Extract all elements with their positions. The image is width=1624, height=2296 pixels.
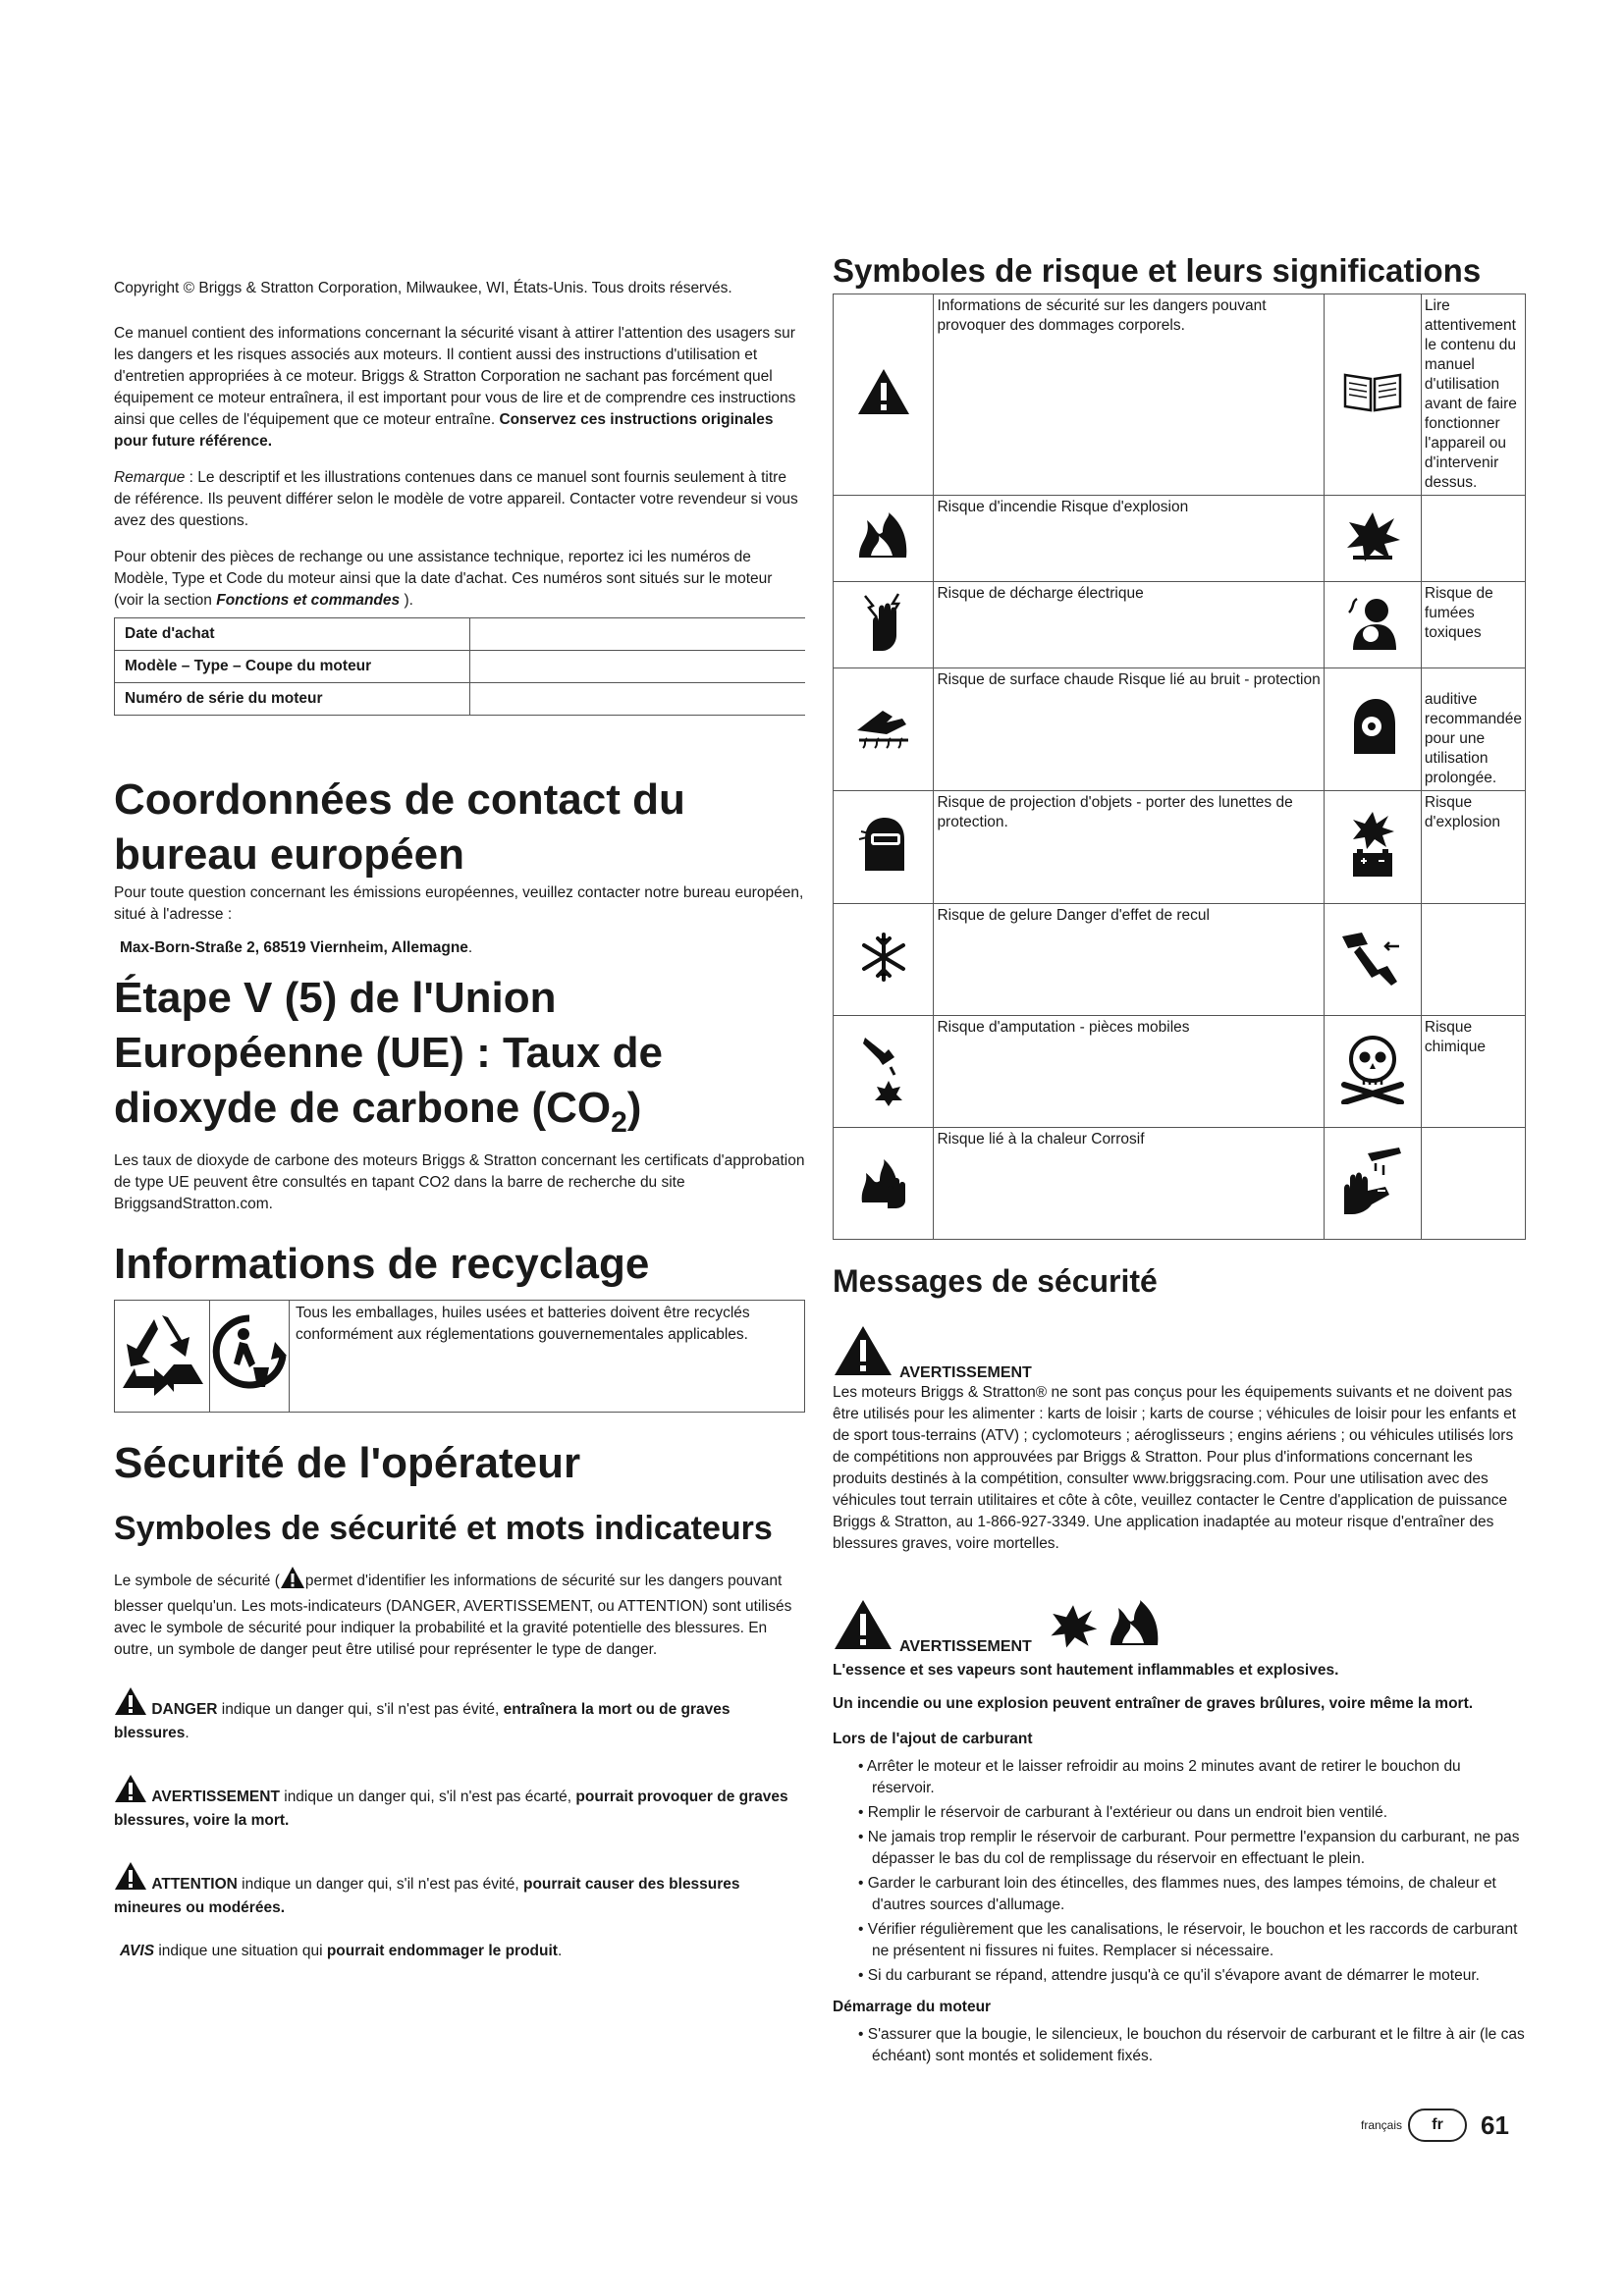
purchase-date-value[interactable]: [470, 618, 806, 651]
recycle-text: Tous les emballages, huiles usées et batteries doivent être recyclés conformément aux réglementations gouvernementales applicables.: [296, 1304, 750, 1343]
notice-definition: AVIS indique une situation qui pourrait endommager le produit.: [120, 1942, 563, 1959]
heat-icon: [834, 1128, 934, 1240]
table-row: Risque d'amputation - pièces mobiles Risque chimique: [834, 1016, 1526, 1128]
contact-text: Pour toute question concernant les émissions européennes, veuillez contacter notre bureau européen, situé à l'adresse :: [114, 884, 804, 923]
serial-number-value[interactable]: [470, 683, 806, 716]
list-item: • Vérifier régulièrement que les canalisations, le réservoir, le bouchon et les raccords de carburant ne présentent ni fissures ni fuites. Remplacer si nécessaire.: [833, 1919, 1526, 1962]
operator-heading: Sécurité de l'opérateur: [114, 1438, 581, 1487]
language-badge: fr: [1408, 2109, 1467, 2142]
table-row: Numéro de série du moteur: [115, 683, 806, 716]
table-row: Date d'achat: [115, 618, 806, 651]
intro-bold: Conservez ces instructions originales pour future référence.: [114, 411, 774, 450]
skull-crossbones-icon: [1324, 1016, 1421, 1128]
warning-header: [833, 1596, 1526, 1656]
kickback-icon: [1324, 904, 1421, 1016]
safety-alert-icon: [834, 294, 934, 496]
model-type-value[interactable]: [470, 651, 806, 683]
list-item: • Si du carburant se répand, attendre jusqu'à ce qu'il s'évapore avant de démarrer le moteur.: [833, 1965, 1526, 1987]
safety-messages-heading: Messages de sécurité: [833, 1263, 1158, 1299]
electric-shock-icon: [834, 582, 934, 668]
engine-start-list: [833, 2024, 1526, 2067]
contact-heading: Coordonnées de contact du bureau européen: [114, 775, 685, 879]
table-row: Risque de projection d'objets - porter des lunettes de protection. Risque d'explosion: [834, 791, 1526, 904]
fire-icon: [1105, 1596, 1165, 1656]
caution-definition: ATTENTION indique un danger qui, s'il n'est pas évité, pourrait causer des blessures mineures ou modérées.: [114, 1861, 805, 1919]
warning-word: AVERTISSEMENT: [899, 1638, 1032, 1655]
contact-address: Max-Born-Straße 2, 68519 Viernheim, Allemagne.: [120, 939, 473, 956]
battery-explosion-icon: [1324, 791, 1421, 904]
explosion-icon: [1324, 496, 1421, 582]
refuel-heading: Lors de l'ajout de carburant: [833, 1731, 1033, 1747]
table-row: Risque de gelure Danger d'effet de recul: [834, 904, 1526, 1016]
safety-symbol-text: Le symbole de sécurité ( permet d'identifier les informations de sécurité sur les dangers pouvant blesser quelqu'un. Les mots-indicateurs (DANGER, AVERTISSEMENT, ou ATTENTION) sont utilisés avec le symbole de sécurité pour indiquer la probabilité et la gravité potentielle des blessures. En outre, un symbole de danger peut être utilisé pour représenter le type de danger.: [114, 1566, 805, 1661]
fire-icon: [834, 496, 934, 582]
vehicles-warning-text: Les moteurs Briggs & Stratton® ne sont pas conçus pour les équipements suivants et ne doivent pas être utilisés pour les alimenter : karts de loisir ; karts de course ; véhicules de loisir pour les enfants et de sport tous-terrains (ATV) ; cyclomoteurs ; aéroglisseurs ; engins aériens ; ou véhicules utilisés lors de compétitions non approuvées par Briggs & Stratton. Pour plus d'informations concernant les produits destinés à la compétition, consulter www.briggsracing.com. Pour une utilisation avec des véhicules tout terrain utilitaires et côte à côte, veuillez contacter le Centre d'application de puissance Briggs & Stratton, au 1-866-927-3349. Une application inadaptée au moteur risque d'entraîner des blessures graves, voire mortelles.: [833, 1384, 1517, 1552]
copyright-text: Copyright © Briggs & Stratton Corporation, Milwaukee, WI, États-Unis. Tous droits réservés.: [114, 280, 732, 296]
engine-start-heading: Démarrage du moteur: [833, 1999, 992, 2015]
table-row: Informations de sécurité sur les dangers pouvant provoquer des dommages corporels. Lire attentivement le contenu du manuel d'utilisation avant de faire fonctionner l'appareil ou d'intervenir dessus.: [834, 294, 1526, 496]
parts-paragraph: Pour obtenir des pièces de rechange ou une assistance technique, reportez ici les numéros de Modèle, Type et Code du moteur ainsi que la date d'achat. Ces numéros sont situés sur le moteur (voir la section Fonctions et commandes ).: [114, 549, 773, 609]
features-link[interactable]: Fonctions et commandes: [216, 592, 401, 609]
corrosive-icon: [1324, 1128, 1421, 1240]
explosion-icon: [1048, 1600, 1099, 1656]
list-item: • Garder le carburant loin des étincelles, des flammes nues, des lampes témoins, de chaleur et d'autres sources d'allumage.: [833, 1873, 1526, 1916]
table-row: Risque de surface chaude Risque lié au bruit - protection auditive recommandée pour une utilisation prolongée.: [834, 668, 1526, 791]
signal-words-heading: Symboles de sécurité et mots indicateurs: [114, 1509, 773, 1547]
hearing-protection-icon: [1324, 668, 1421, 791]
remark-label: Remarque: [114, 469, 186, 486]
fuel-warning-bold-2: Un incendie ou une explosion peuvent entraîner de graves brûlures, voire même la mort.: [833, 1695, 1474, 1712]
recycle-heading: Informations de recyclage: [114, 1239, 650, 1288]
page-footer: [1361, 2109, 1509, 2142]
table-row: Risque d'incendie Risque d'explosion: [834, 496, 1526, 582]
left-column: [114, 278, 805, 1962]
right-column: [833, 249, 1526, 2070]
table-row: Modèle – Type – Coupe du moteur: [115, 651, 806, 683]
intro-block: [114, 278, 805, 612]
risk-symbols-table: [833, 294, 1526, 1240]
engine-info-table: [114, 617, 805, 716]
list-item: • Ne jamais trop remplir le réservoir de carburant. Pour permettre l'expansion du carburant, ne pas dépasser le bas du col de remplissage du réservoir en effectuant le plein.: [833, 1827, 1526, 1870]
list-item: • Remplir le réservoir de carburant à l'extérieur ou dans un endroit bien ventilé.: [833, 1802, 1526, 1824]
risk-symbols-heading: Symboles de risque et leurs significations: [833, 252, 1482, 289]
toxic-fumes-icon: [1324, 582, 1421, 668]
eye-protection-icon: [834, 791, 934, 904]
warning-triangle-icon: [114, 1774, 147, 1810]
language-label: français: [1361, 2118, 1403, 2132]
frostbite-icon: [834, 904, 934, 1016]
warning-definition: AVERTISSEMENT indique un danger qui, s'il n'est pas écarté, pourrait provoquer de graves blessures, voire la mort.: [114, 1774, 805, 1832]
warning-triangle-icon: [833, 1324, 893, 1382]
danger-definition: DANGER indique un danger qui, s'il n'est pas évité, entraînera la mort ou de graves blessures.: [114, 1686, 805, 1744]
warning-triangle-icon: [114, 1686, 147, 1723]
tidyman-icon: [210, 1301, 290, 1412]
amputation-icon: [834, 1016, 934, 1128]
safety-alert-icon: [280, 1566, 305, 1596]
warning-word: AVERTISSEMENT: [899, 1364, 1032, 1381]
list-item: • Arrêter le moteur et le laisser refroidir au moins 2 minutes avant de retirer le bouchon du réservoir.: [833, 1756, 1526, 1799]
remark-paragraph: Remarque : Le descriptif et les illustrations contenues dans ce manuel sont fournis seulement à titre de référence. Ils peuvent différer selon le modèle de votre appareil. Contacter votre revendeur si vous avez des questions.: [114, 469, 798, 529]
warning-triangle-icon: [833, 1598, 893, 1656]
intro-paragraph: Ce manuel contient des informations concernant la sécurité visant à attirer l'attention des usagers sur les dangers et les risques associés aux moteurs. Il contient aussi des instructions d'utilisation et d'entretien appropriées à ce moteur. Briggs & Stratton Corporation ne sachant pas forcément quel équipement ce moteur entraînera, il est important pour vous de lire et de comprendre ces instructions ainsi que celles de l'équipement que ce moteur entraîne. Conservez ces instructions originales pour future référence.: [114, 325, 796, 450]
warning-triangle-icon: [114, 1861, 147, 1897]
refuel-list: [833, 1756, 1526, 1987]
warning-block-fuel: [833, 1596, 1526, 1715]
hot-surface-icon: [834, 668, 934, 791]
warning-block-vehicles: [833, 1324, 1526, 1555]
page-number: 61: [1481, 2109, 1509, 2140]
table-row: Risque de décharge électrique Risque de fumées toxiques: [834, 582, 1526, 668]
fuel-warning-bold-1: L'essence et ses vapeurs sont hautement inflammables et explosives.: [833, 1662, 1339, 1679]
warning-header: [833, 1324, 1526, 1382]
table-row: Risque lié à la chaleur Corrosif: [834, 1128, 1526, 1240]
eu-heading: Étape V (5) de l'Union Européenne (UE) : Taux de dioxyde de carbone $(CO_2)$: [114, 974, 664, 1139]
recycle-box: [114, 1300, 805, 1413]
manual-book-icon: [1324, 294, 1421, 496]
eu-text: Les taux de dioxyde de carbone des moteurs Briggs & Stratton concernant les certificats d'approbation de type UE peuvent être consultés en tapant CO2 dans la barre de recherche du site BriggsandStratton.com.: [114, 1151, 805, 1212]
list-item: • S'assurer que la bougie, le silencieux, le bouchon du réservoir de carburant et le filtre à air (le cas échéant) sont montés et solidement fixés.: [833, 2024, 1526, 2067]
recycle-icon: [115, 1301, 210, 1412]
